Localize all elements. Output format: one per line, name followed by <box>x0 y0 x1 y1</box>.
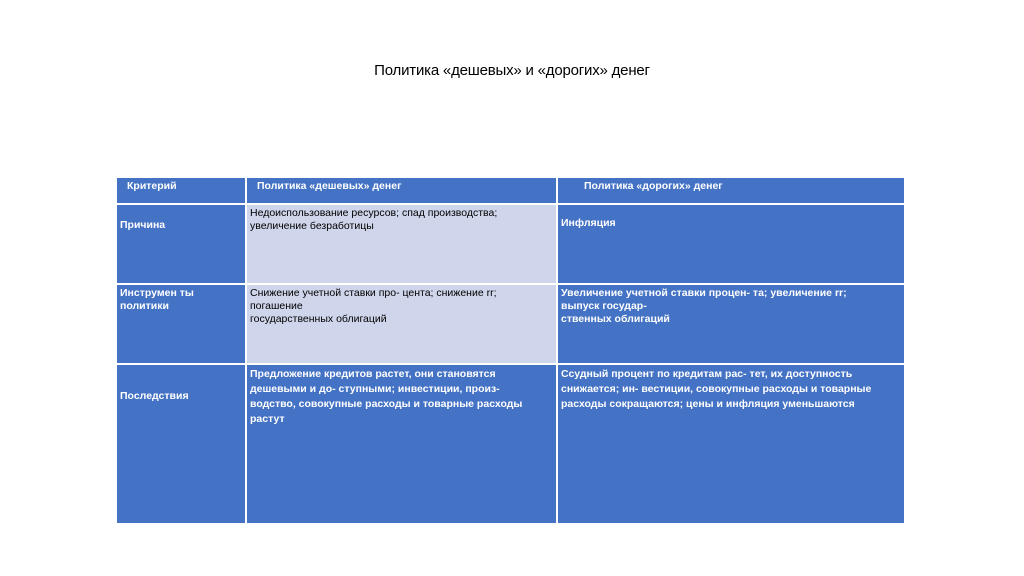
cell-line: выпуск государ- <box>561 300 647 312</box>
cell-instruments-dear <box>558 285 904 363</box>
comparison-table <box>117 178 904 523</box>
row-label-consequences-text: Последствия <box>120 389 189 402</box>
header-dear-money: Политика «дорогих» денег <box>558 178 904 203</box>
cell-line: Увеличение учетной ставки процен- та; увеличение rr; <box>561 287 847 299</box>
row-label-instruments <box>117 285 245 363</box>
cell-cause-dear <box>558 205 904 283</box>
row-label-cause-text: Причина <box>120 218 166 231</box>
cell-cause-cheap <box>247 205 556 283</box>
cell-line: Инфляция <box>561 217 616 229</box>
page-title: Политика «дешевых» и «дорогих» денег <box>374 62 650 79</box>
cell-line: погашение <box>250 300 303 312</box>
cell-line: государственных облигаций <box>250 313 387 325</box>
cell-line: Ссудный процент по кредитам рас- тет, их доступность <box>561 368 853 380</box>
cell-line: Предложение кредитов растет, они становятся <box>250 368 496 380</box>
cell-line: увеличение безработицы <box>250 220 374 232</box>
header-criterion: Критерий <box>117 178 245 203</box>
cell-consequences-cheap <box>247 365 556 523</box>
cell-line: Снижение учетной ставки про- цента; снижение rr; <box>250 287 497 299</box>
cell-line: снижается; ин- вестиции, совокупные расходы и товарные <box>561 383 872 395</box>
row-label-cause <box>117 205 245 283</box>
cell-line: дешевыми и до- ступными; инвестиции, произ- <box>250 383 500 395</box>
cell-line: расходы сокращаются; цены и инфляция уменьшаются <box>561 398 855 410</box>
cell-consequences-dear <box>558 365 904 523</box>
cell-line: растут <box>250 413 285 425</box>
header-cheap-money: Политика «дешевых» денег <box>247 178 556 203</box>
cell-instruments-cheap <box>247 285 556 363</box>
cell-line: ственных облигаций <box>561 313 670 325</box>
row-label-line: Инструмен ты <box>120 287 194 299</box>
row-label-line: политики <box>120 300 169 312</box>
cell-line: Недоиспользование ресурсов; спад производства; <box>250 207 498 219</box>
cell-line: водство, совокупные расходы и товарные расходы <box>250 398 523 410</box>
row-label-consequences <box>117 365 245 523</box>
